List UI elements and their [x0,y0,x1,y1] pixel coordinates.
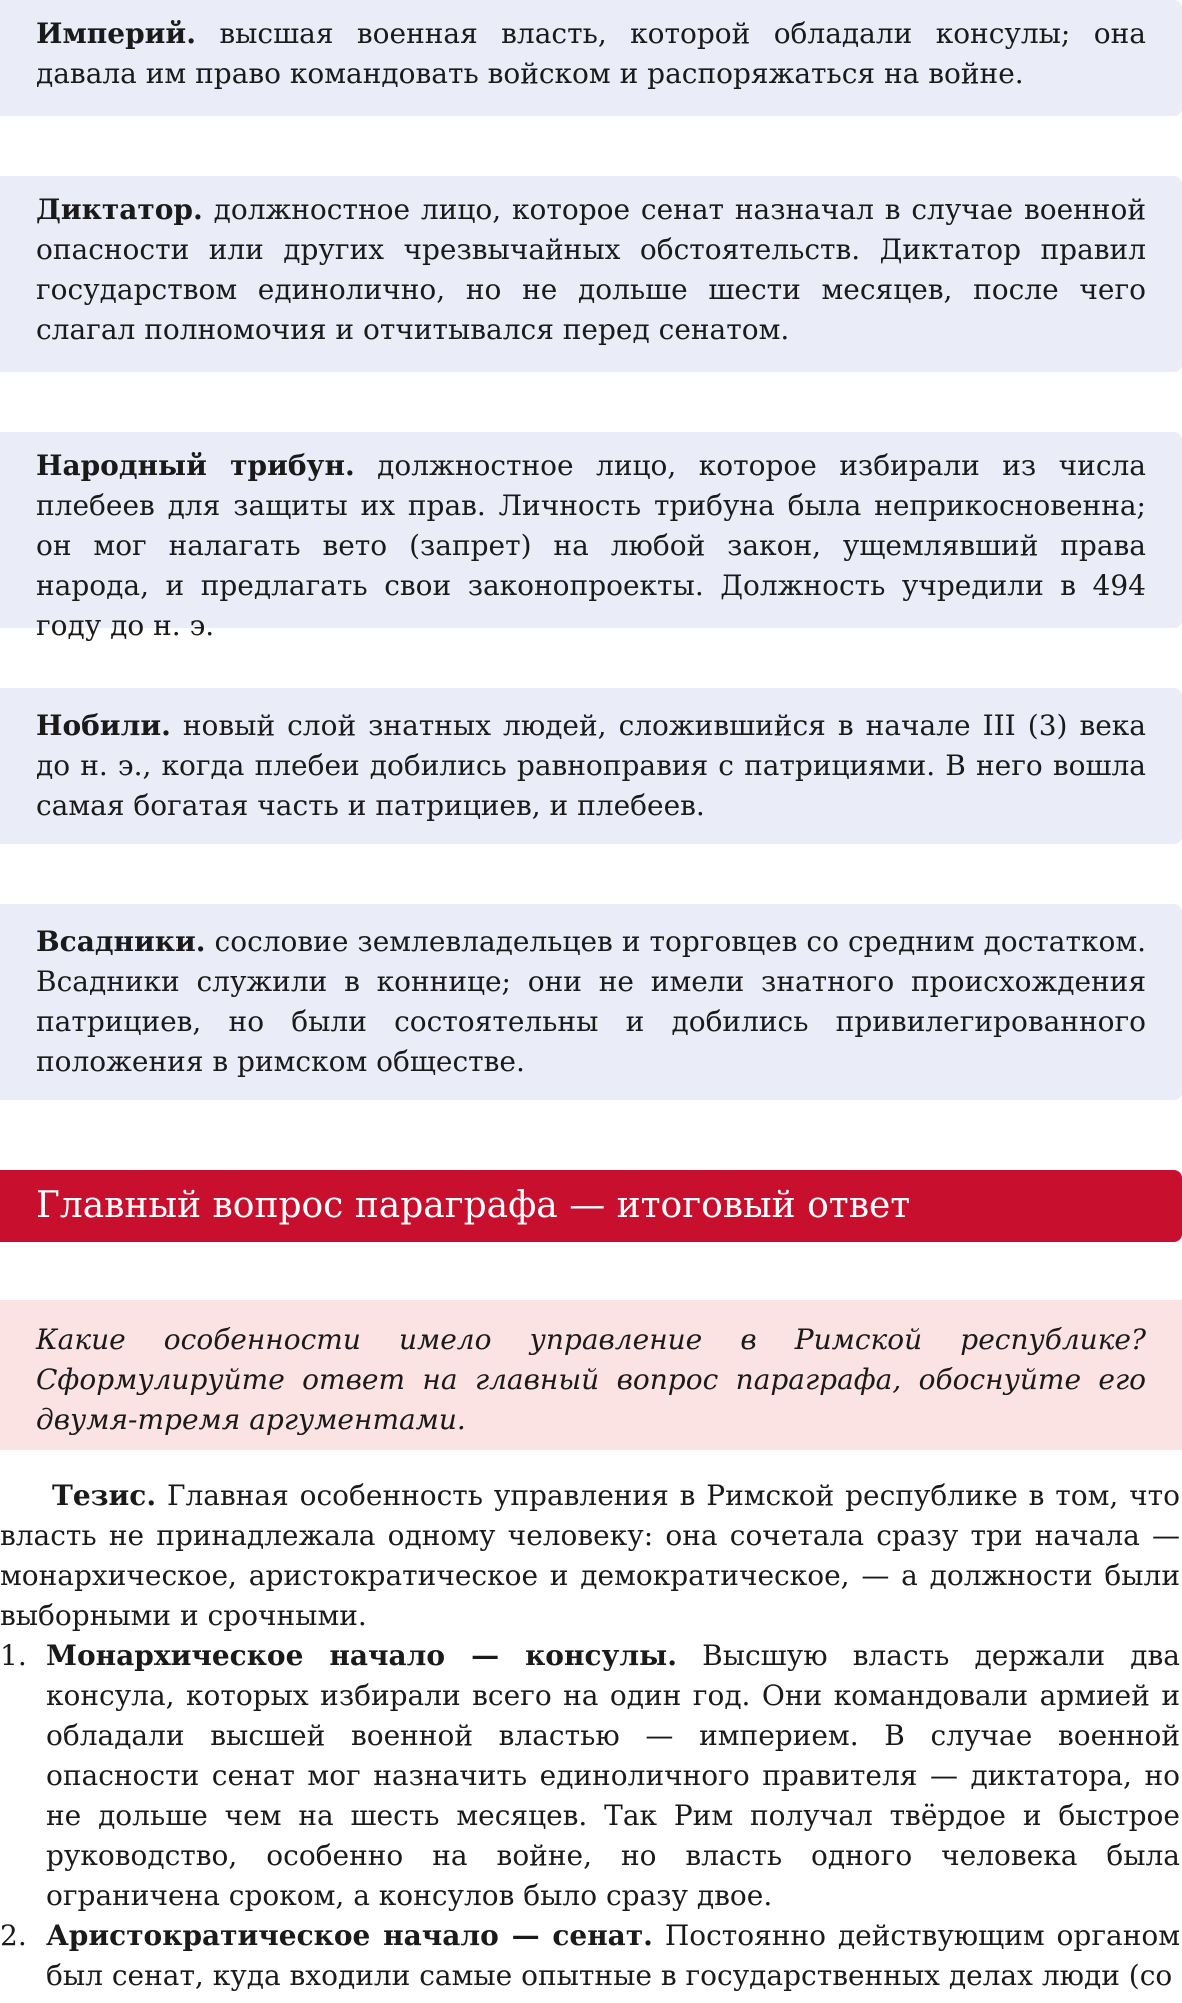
term-title: Всадники. [36,925,206,958]
argument-item [0,1636,1180,1916]
thesis-label: Тезис. [52,1479,157,1512]
thesis-paragraph [0,1476,1180,1636]
argument-number: 1. [0,1639,27,1672]
term-card-equites [0,904,1182,1100]
question-box: Какие особенности имело управление в Римской республике? Сформулируйте ответ на главный вопрос параграфа, обоснуйте его двумя-тремя аргументами. [0,1300,1182,1450]
term-definition: должностное лицо, которое сенат назначал в случае военной опасности или других чрезвычайных обстоятельств. Диктатор правил государством единолично, но не дольше шести месяцев, после чего слагал полномочия и отчитывался перед сенатом. [36,193,1146,346]
answer-body [0,1476,1182,1996]
section-header: Главный вопрос параграфа — итоговый ответ [0,1170,1182,1242]
term-title: Империй. [36,17,196,50]
term-card-tribune [0,432,1182,642]
term-definition: высшая военная власть, которой обладали консулы; она давала им право командовать войском и распоряжаться на войне. [36,17,1146,90]
term-definition: новый слой знатных людей, сложившийся в начале III (3) века до н. э., когда плебеи добились равноправия с патрициями. В него вошла самая богатая часть и патрициев, и плебеев. [36,709,1146,822]
argument-title: Монархическое начало — консулы. [46,1639,677,1672]
argument-number: 2. [0,1919,27,1952]
term-title: Народный трибун. [36,449,355,482]
argument-item [0,1916,1180,1996]
term-title: Нобили. [36,709,171,742]
term-title: Диктатор. [36,193,203,226]
term-card-dictator [0,176,1182,372]
argument-title: Аристократическое начало — сенат. [46,1919,653,1952]
term-definition: должностное лицо, которое избирали из числа плебеев для защиты их прав. Личность трибуна была неприкосновенна; он мог налагать вето (запрет) на любой закон, ущемлявший права народа, и предлагать свои законопроекты. Должность учредили в 494 году до н. э. [36,449,1146,642]
argument-text: Постоянно действующим органом был сенат, куда входили самые опытные в государственных делах люди (со [46,1919,1181,1992]
term-card-imperium [0,0,1182,116]
term-card-nobiles [0,688,1182,844]
thesis-text: Главная особенность управления в Римской республике в том, что власть не принадлежала одному человеку: она сочетала сразу три начала — монархическое, аристократическое и демократическое, — а должности были выборными и срочными. [0,1479,1180,1632]
argument-text: Высшую власть держали два консула, которых избирали всего на один год. Они командовали армией и обладали высшей военной властью — империем. В случае военной опасности сенат мог назначить единоличного правителя — диктатора, но не дольше чем на шесть месяцев. Так Рим получал твёрдое и быстрое руководство, особенно на войне, но власть одного человека была ограничена сроком, а консулов было сразу двое. [46,1639,1180,1912]
term-definition: сословие землевладельцев и торговцев со средним достатком. Всадники служили в коннице; они не имели знатного происхождения патрициев, но были состоятельны и добились привилегированного положения в римском обществе. [36,925,1146,1078]
